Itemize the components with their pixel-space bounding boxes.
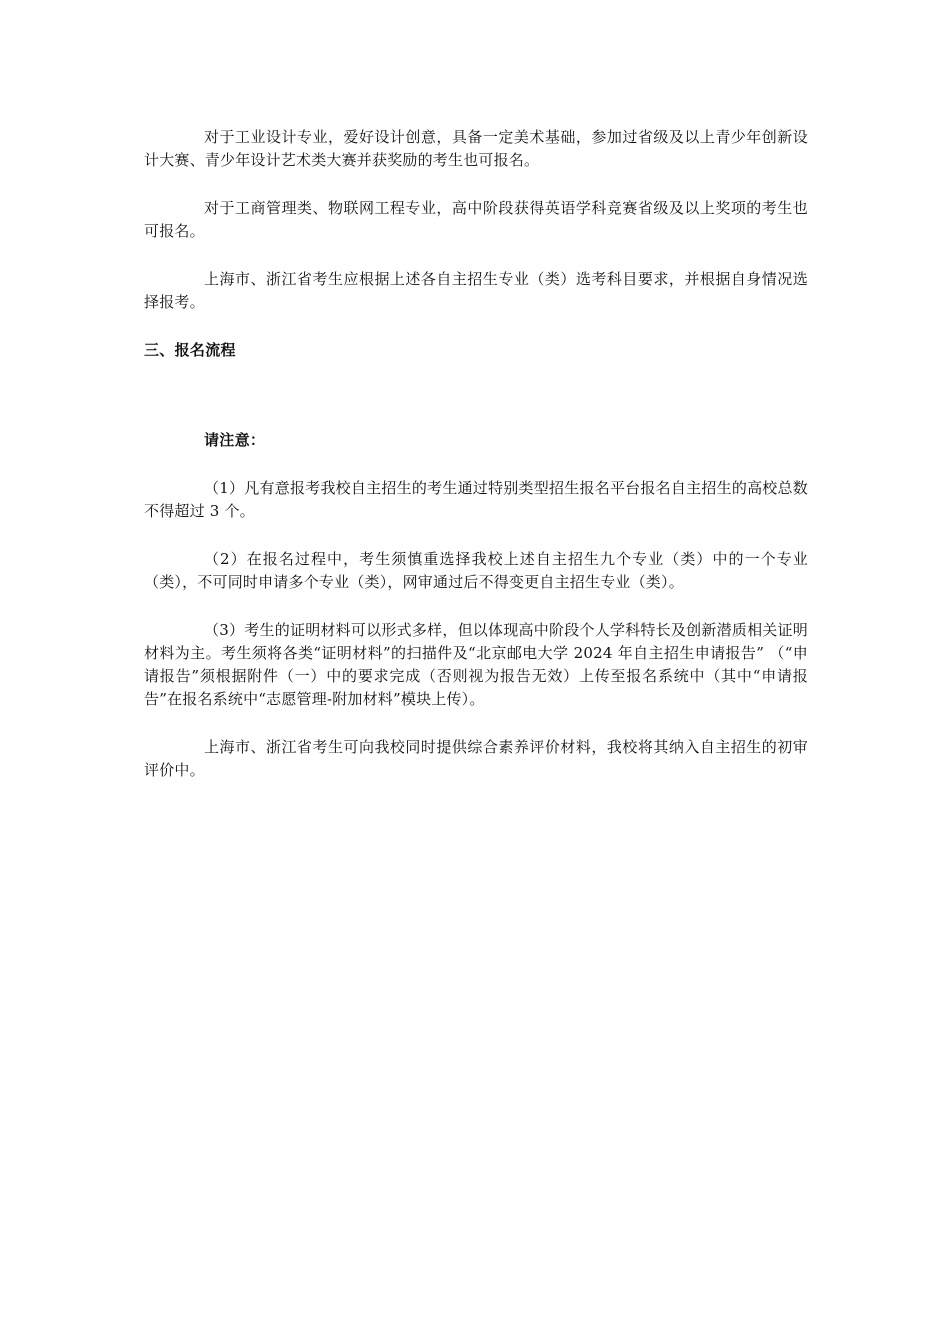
note-item-2: （2）在报名过程中，考生须慎重选择我校上述自主招生九个专业（类）中的一个专业（类），不可同时申请多个专业（类），网审通过后不得变更自主招生专业（类）。	[144, 550, 808, 591]
paragraph-shanghai-zhejiang: 上海市、浙江省考生应根据上述各自主招生专业（类）选考科目要求，并根据自身情况选择报考。	[144, 270, 808, 311]
document-page	[144, 126, 808, 807]
note-item-3: （3）考生的证明材料可以形式多样，但以体现高中阶段个人学科特长及创新潜质相关证明材料为主。考生须将各类“证明材料”的扫描件及“北京邮电大学 2024 年自主招生申请报告” （“申请报告”须根据附件（一）中的要求完成（否则视为报告无效）上传至报名系统中（其中“申请报告”在报名系统中“志愿管理-附加材料”模块上传）。	[144, 621, 808, 708]
note-title: 请注意：	[204, 431, 266, 449]
note-item-1: （1）凡有意报考我校自主招生的考生通过特别类型招生报名平台报名自主招生的高校总数不得超过 3 个。	[144, 479, 808, 520]
paragraph-business-iot: 对于工商管理类、物联网工程专业，高中阶段获得英语学科竞赛省级及以上奖项的考生也可报名。	[144, 199, 808, 240]
note-item-4: 上海市、浙江省考生可向我校同时提供综合素养评价材料，我校将其纳入自主招生的初审评价中。	[144, 738, 808, 779]
section-heading: 三、报名流程	[144, 341, 236, 359]
paragraph-industrial-design: 对于工业设计专业，爱好设计创意，具备一定美术基础，参加过省级及以上青少年创新设计大赛、青少年设计艺术类大赛并获奖励的考生也可报名。	[144, 128, 808, 169]
